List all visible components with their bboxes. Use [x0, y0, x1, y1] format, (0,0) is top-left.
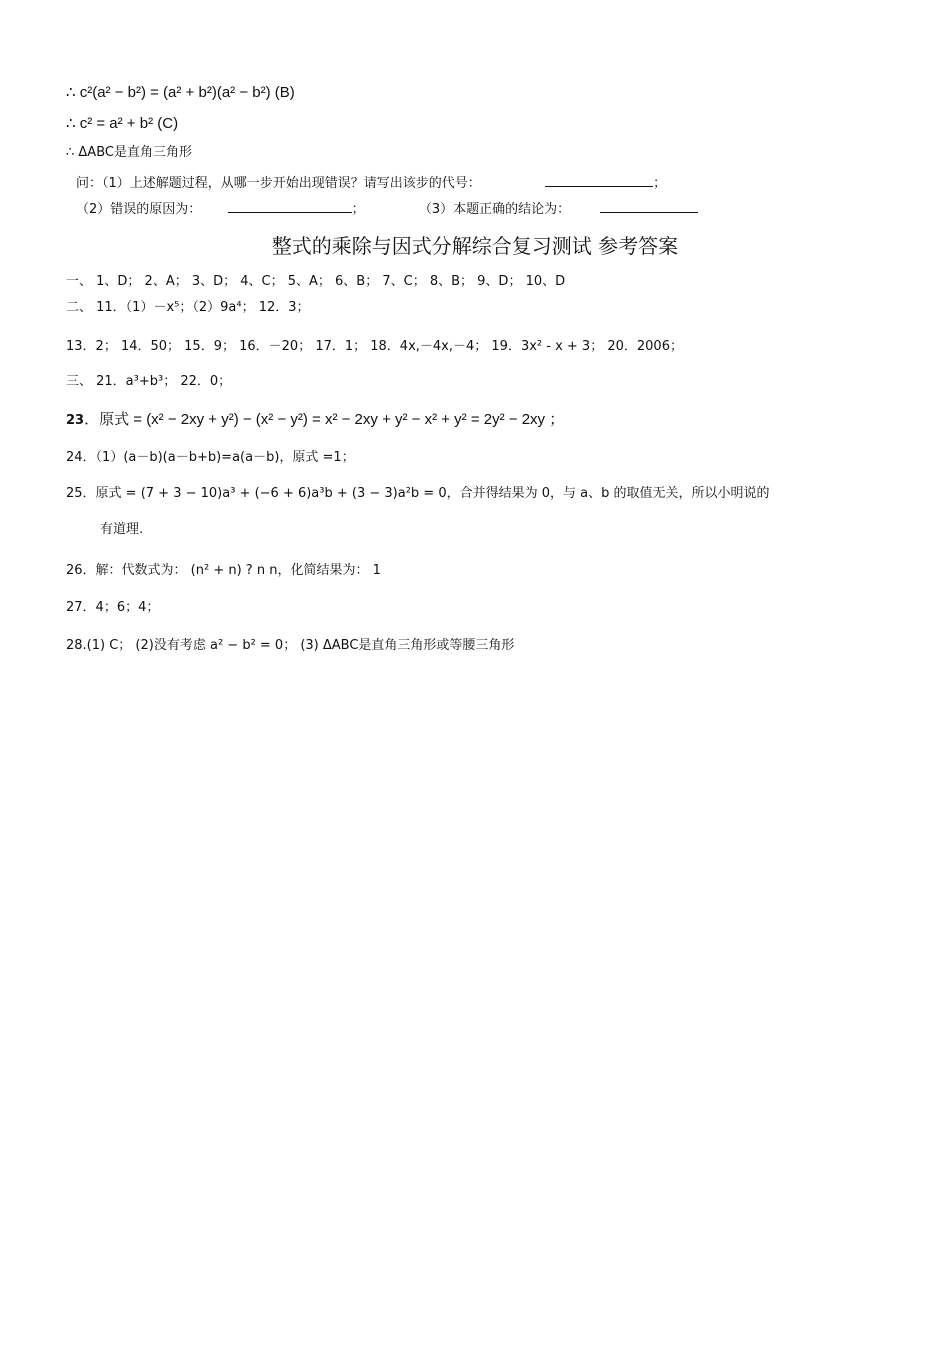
answer-section-2: 二、 11．（1）－x⁵；（2）9a⁴； 12．3； [66, 300, 310, 315]
proof-step-c: ∴ c² = a² + b² (C) [66, 115, 179, 132]
answer-23 [66, 410, 890, 431]
proof-conclusion: ∴ ΔABC是直角三角形 [66, 145, 192, 160]
answer-23-text: ．原式 = (x² − 2xy + y²) − (x² − y²) = x² − 2xy + y² − x² + y² = 2y² − 2xy ； [84, 411, 565, 428]
answer-line-13-20: 13．2； 14．50； 15．9； 16．－20； 17．1； 18．4x,－4x,－4； 19．3x² - x + 3； 20．2006； [66, 339, 683, 354]
question-2-end: ； [351, 202, 365, 217]
answer-blank-2 [228, 198, 352, 213]
question-2-3 [76, 198, 890, 220]
answer-26: 26．解：代数式为： (n² + n) ? n n，化简结果为： 1 [66, 563, 381, 578]
answer-blank-1 [545, 172, 653, 187]
answer-28: 28.(1) C； (2)没有考虑 a² − b² = 0； (3) ΔABC是直角三角形或等腰三角形 [66, 638, 515, 653]
answer-25: 25．原式 = (7 + 3 − 10)a³ + (−6 + 6)a³b + (3 − 3)a²b = 0，合并得结果为 0，与 a、b 的取值无关，所以小明说的 [66, 486, 770, 501]
answer-section-1: 一、 1、D； 2、A； 3、D； 4、C； 5、A； 6、B； 7、C； 8、B； 9、D； 10、D [66, 274, 566, 289]
question-3-text: （3）本题正确的结论为： [418, 202, 571, 217]
answer-blank-3 [600, 198, 698, 213]
answer-23-number: 23 [66, 413, 85, 428]
answer-27: 27．4；6；4； [66, 600, 160, 615]
question-2-text: （2）错误的原因为： [76, 202, 202, 217]
question-1 [76, 172, 890, 194]
page-title: 整式的乘除与因式分解综合复习测试 参考答案 [271, 234, 679, 258]
question-1-end: ； [653, 176, 667, 191]
proof-step-b: ∴ c²(a² − b²) = (a² + b²)(a² − b²) (B) [66, 84, 295, 101]
answer-24: 24．（1）(a－b)(a－b+b)=a(a－b)，原式 =1； [66, 450, 355, 465]
question-1-text: 问：（1）上述解题过程，从哪一步开始出现错误？请写出该步的代号： [76, 176, 481, 191]
answer-25-continued: 有道理. [100, 522, 144, 537]
answer-section-3: 三、 21．a³+b³； 22．0； [66, 374, 232, 389]
